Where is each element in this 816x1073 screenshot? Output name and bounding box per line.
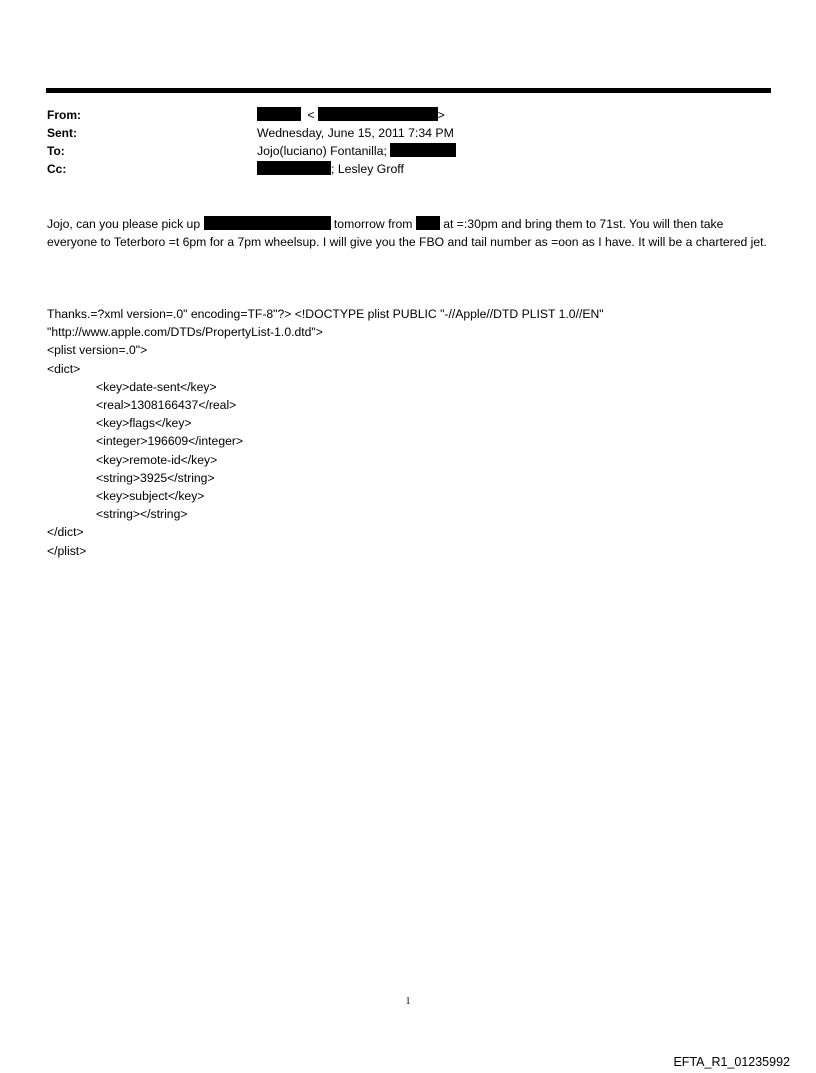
code-line: <key>date-sent</key> [96,379,217,394]
sent-value: Wednesday, June 15, 2011 7:34 PM [257,126,454,140]
code-line: <key>remote-id</key> [96,452,218,467]
code-line: <plist version=.0"> [47,343,148,358]
from-label: From: [47,108,81,122]
code-line: <string>3925</string> [96,470,215,485]
cc-value [257,160,404,178]
from-value: < > [257,106,445,124]
redaction-block [318,107,438,121]
code-line: <dict> [47,361,81,376]
code-line: </dict> [47,525,84,540]
redaction-block [257,107,301,121]
code-line: "http://www.apple.com/DTDs/PropertyList-1.0.dtd"> [47,325,323,340]
redaction-block [390,143,456,157]
to-value [257,142,456,160]
document-id: EFTA_R1_01235992 [673,1055,790,1069]
plist-block [47,305,604,560]
code-line: <key>subject</key> [96,489,205,504]
message-body [47,215,772,251]
sent-label: Sent: [47,126,77,140]
to-text: Jojo(luciano) Fontanilla; [257,144,387,158]
code-line: <string></string> [96,507,188,522]
code-line: <key>flags</key> [96,416,192,431]
to-label: To: [47,144,65,158]
header-rule [46,88,771,93]
code-line: </plist> [47,543,87,558]
code-line: <integer>196609</integer> [96,434,244,449]
cc-text: ; Lesley Groff [331,162,404,176]
code-line: <real>1308166437</real> [96,398,237,413]
redaction-block [257,161,331,175]
redaction-block [204,216,331,230]
code-line: Thanks.=?xml version=.0" encoding=TF-8"?> <!DOCTYPE plist PUBLIC "-//Apple//DTD PLIST 1.0//EN" [47,307,604,321]
message-paragraph: Jojo, can you please pick up tomorrow from at =:30pm and bring them to 71st. You will then take everyone to Teterboro =t 6pm for a 7pm wheelsup. I will give you the FBO and tail number as =oon as I have. It will be a chartered jet. [47,217,767,249]
redaction-block [416,216,440,230]
cc-label: Cc: [47,162,67,176]
page-number: 1 [405,996,411,1007]
